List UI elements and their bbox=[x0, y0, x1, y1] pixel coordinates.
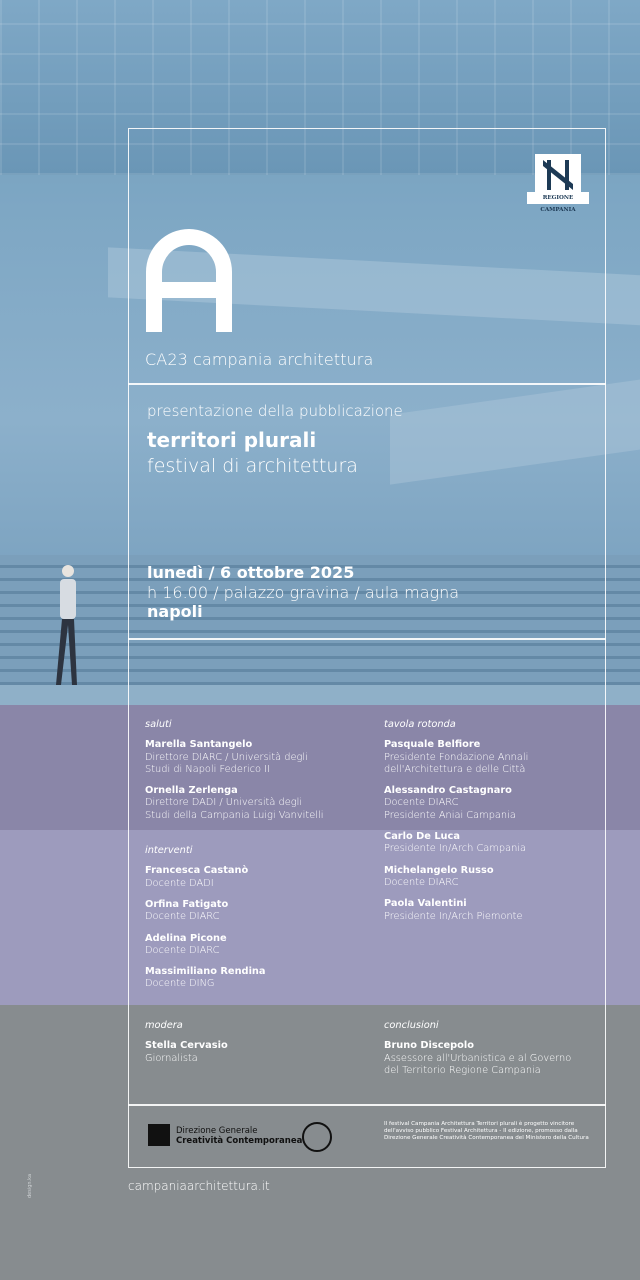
conclusioni-block bbox=[384, 1020, 594, 1086]
person-role: Studi di Napoli Federico II bbox=[145, 763, 270, 775]
ministry-line: Creatività Contemporanea bbox=[176, 1136, 303, 1146]
person-name: Carlo De Luca bbox=[384, 831, 460, 843]
person-role: Docente DIARC bbox=[384, 797, 459, 809]
ministry-logo-icon bbox=[148, 1124, 170, 1146]
event-city: napoli bbox=[147, 602, 203, 621]
website-link[interactable]: campaniaarchitettura.it bbox=[128, 1179, 270, 1193]
list-item bbox=[145, 739, 365, 776]
person-name: Alessandro Castagnaro bbox=[384, 785, 512, 797]
funding-note: Il festival Campania Architettura Territori plurali è progetto vincitore dell'avviso pubblico Festival Architettura - II edizione, promosso dalla Direzione Generale Creatività Contemporanea del Ministero della Cultura bbox=[384, 1121, 589, 1142]
region-label: REGIONE CAMPANIA bbox=[527, 192, 589, 204]
person-role: Presidente Fondazione Annali bbox=[384, 751, 529, 763]
program-right-column bbox=[384, 719, 594, 932]
person-role: Direttore DIARC / Università degli bbox=[145, 751, 308, 763]
person-role: Presidente In/Arch Campania bbox=[384, 843, 527, 855]
list-item bbox=[145, 966, 365, 991]
person-role: Studi della Campania Luigi Vanvitelli bbox=[145, 809, 324, 821]
divider bbox=[128, 383, 606, 385]
festival-logo-icon bbox=[302, 1122, 332, 1152]
person-role: Presidente Aniai Campania bbox=[384, 809, 516, 821]
section-label: conclusioni bbox=[384, 1020, 439, 1031]
event-time-place: h 16.00 / palazzo gravina / aula magna bbox=[147, 583, 460, 602]
person-role: Presidente In/Arch Piemonte bbox=[384, 910, 523, 922]
list-item bbox=[384, 1040, 594, 1077]
section-label: interventi bbox=[145, 845, 193, 857]
section-label: tavola rotonda bbox=[384, 719, 456, 730]
section-label: saluti bbox=[145, 719, 172, 730]
person-name: Stella Cervasio bbox=[145, 1040, 228, 1052]
program-left-column bbox=[145, 719, 365, 1000]
ministry-name bbox=[176, 1126, 302, 1146]
modera-block bbox=[145, 1020, 365, 1074]
person-name: Marella Santangelo bbox=[145, 739, 253, 751]
person-role: Assessore all'Urbanistica e al Governo bbox=[384, 1052, 572, 1064]
divider bbox=[128, 1104, 606, 1106]
list-item bbox=[384, 739, 594, 776]
design-credit: design.ka bbox=[27, 1173, 33, 1198]
person-role: Docente DIARC bbox=[145, 911, 220, 923]
list-item bbox=[384, 785, 594, 822]
person-name: Francesca Castanò bbox=[145, 865, 249, 877]
person-role: Docente DIARC bbox=[384, 876, 459, 888]
pre-title: presentazione della pubblicazione bbox=[147, 402, 403, 420]
person-role: Direttore DADI / Università degli bbox=[145, 797, 303, 809]
person-name: Bruno Discepolo bbox=[384, 1040, 474, 1052]
person-role: Giornalista bbox=[145, 1052, 198, 1064]
person-role: dell'Architettura e delle Città bbox=[384, 763, 526, 775]
list-item bbox=[145, 1040, 365, 1065]
divider bbox=[128, 638, 606, 640]
event-title: territori plurali bbox=[147, 428, 317, 452]
event-date: lunedì / 6 ottobre 2025 bbox=[147, 563, 355, 582]
person-name: Ornella Zerlenga bbox=[145, 785, 238, 797]
person-name: Orfina Fatigato bbox=[145, 898, 229, 910]
person-role: Docente DIARC bbox=[145, 944, 220, 956]
list-item bbox=[384, 865, 594, 890]
ministry-line: Direzione Generale bbox=[176, 1126, 258, 1136]
person-name: Massimiliano Rendina bbox=[145, 966, 266, 978]
person-role: Docente DING bbox=[145, 978, 215, 990]
brand-name: CA23 campania architettura bbox=[145, 350, 374, 369]
person-role: Docente DADI bbox=[145, 877, 214, 889]
section-label: modera bbox=[145, 1020, 183, 1031]
list-item bbox=[145, 785, 365, 822]
list-item bbox=[384, 898, 594, 923]
walking-person bbox=[50, 563, 78, 691]
person-name: Michelangelo Russo bbox=[384, 864, 494, 876]
event-subtitle: festival di architettura bbox=[147, 455, 358, 477]
person-name: Adelina Picone bbox=[145, 932, 227, 944]
list-item bbox=[384, 831, 594, 856]
list-item bbox=[145, 899, 365, 924]
person-role: del Territorio Regione Campania bbox=[384, 1064, 541, 1076]
person-name: Paola Valentini bbox=[384, 898, 467, 910]
list-item bbox=[145, 865, 365, 890]
person-name: Pasquale Belfiore bbox=[384, 739, 481, 751]
ca23-arch-icon bbox=[146, 228, 232, 332]
list-item bbox=[145, 933, 365, 958]
